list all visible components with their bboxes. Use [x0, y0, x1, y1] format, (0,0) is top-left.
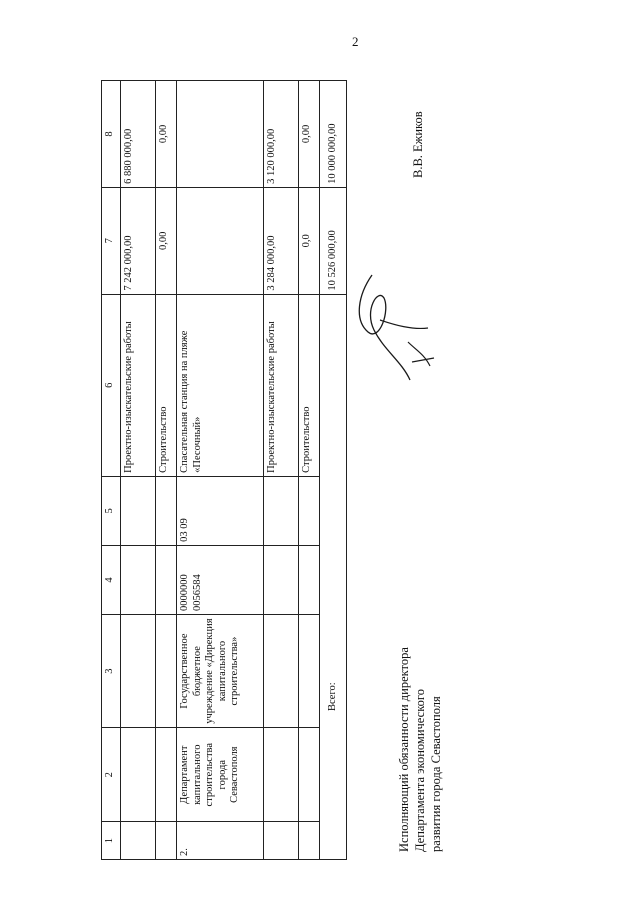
institution-cell: Государственное бюджетное учреждение «Дирекция капитального строительства»	[177, 615, 264, 728]
table-cell	[156, 822, 177, 860]
rotated-inner	[101, 80, 443, 860]
signatory-name: В.В. Ежиков	[411, 111, 425, 178]
table-cell	[121, 728, 156, 822]
signatory-position	[396, 647, 444, 852]
table-cell	[156, 615, 177, 728]
table-cell	[264, 728, 299, 822]
amount-cell: 0,00	[299, 81, 320, 188]
work-type-cell: Проектно-изыскательские работы	[264, 294, 299, 476]
table-row	[264, 81, 299, 860]
table-cell	[264, 476, 299, 545]
table-cell	[299, 822, 320, 860]
department-cell: Департамент капитального строительства города Севастополя	[177, 728, 264, 822]
table-row	[121, 81, 156, 860]
work-type-cell: Проектно-изыскательские работы	[121, 294, 156, 476]
total-amount: 10 000 000,00	[320, 81, 347, 188]
amount-cell: 6 880 000,00	[121, 81, 156, 188]
amount-cell: 0,00	[156, 187, 177, 294]
amount-cell	[177, 81, 264, 188]
table-row	[177, 81, 264, 860]
object-name-cell: Спасательная станция на пляже «Песочный»	[177, 294, 264, 476]
table-cell	[156, 476, 177, 545]
total-row	[320, 81, 347, 860]
header-cell: 8	[102, 81, 121, 188]
header-cell: 3	[102, 615, 121, 728]
total-label: Всего:	[320, 294, 347, 859]
table-cell	[121, 476, 156, 545]
budget-table	[101, 80, 347, 860]
table-cell	[156, 545, 177, 614]
table-cell	[299, 728, 320, 822]
position-line: развития города Севастополя	[429, 696, 443, 852]
work-type-cell: Строительство	[156, 294, 177, 476]
section-code-cell: 03 09	[177, 476, 264, 545]
table-cell	[121, 545, 156, 614]
amount-cell: 0,00	[156, 81, 177, 188]
table-cell	[121, 822, 156, 860]
table-cell	[156, 728, 177, 822]
position-line: Исполняющий обязанности директора	[397, 647, 411, 852]
amount-cell: 0,0	[299, 187, 320, 294]
table-row	[156, 81, 177, 860]
page-number: 2	[352, 34, 359, 49]
amount-cell	[177, 187, 264, 294]
code-cell: 0000000 0056584	[177, 545, 264, 614]
position-line: Департамента экономического	[413, 689, 427, 852]
table-cell	[264, 545, 299, 614]
total-amount: 10 526 000,00	[320, 187, 347, 294]
header-cell: 7	[102, 187, 121, 294]
amount-cell: 3 120 000,00	[264, 81, 299, 188]
handwritten-signature	[350, 270, 440, 390]
table-cell	[264, 615, 299, 728]
work-type-cell: Строительство	[299, 294, 320, 476]
row-number-cell: 2.	[177, 822, 264, 860]
table-cell	[299, 545, 320, 614]
amount-cell: 7 242 000,00	[121, 187, 156, 294]
rotated-content	[101, 80, 443, 860]
amount-cell: 3 284 000,00	[264, 187, 299, 294]
header-cell: 4	[102, 545, 121, 614]
header-cell: 5	[102, 476, 121, 545]
header-cell: 1	[102, 822, 121, 860]
header-cell: 6	[102, 294, 121, 476]
table-cell	[299, 476, 320, 545]
header-cell: 2	[102, 728, 121, 822]
table-cell	[299, 615, 320, 728]
signature-block	[396, 80, 456, 860]
table-cell	[264, 822, 299, 860]
table-row	[299, 81, 320, 860]
table-cell	[121, 615, 156, 728]
table-header-row	[102, 81, 121, 860]
